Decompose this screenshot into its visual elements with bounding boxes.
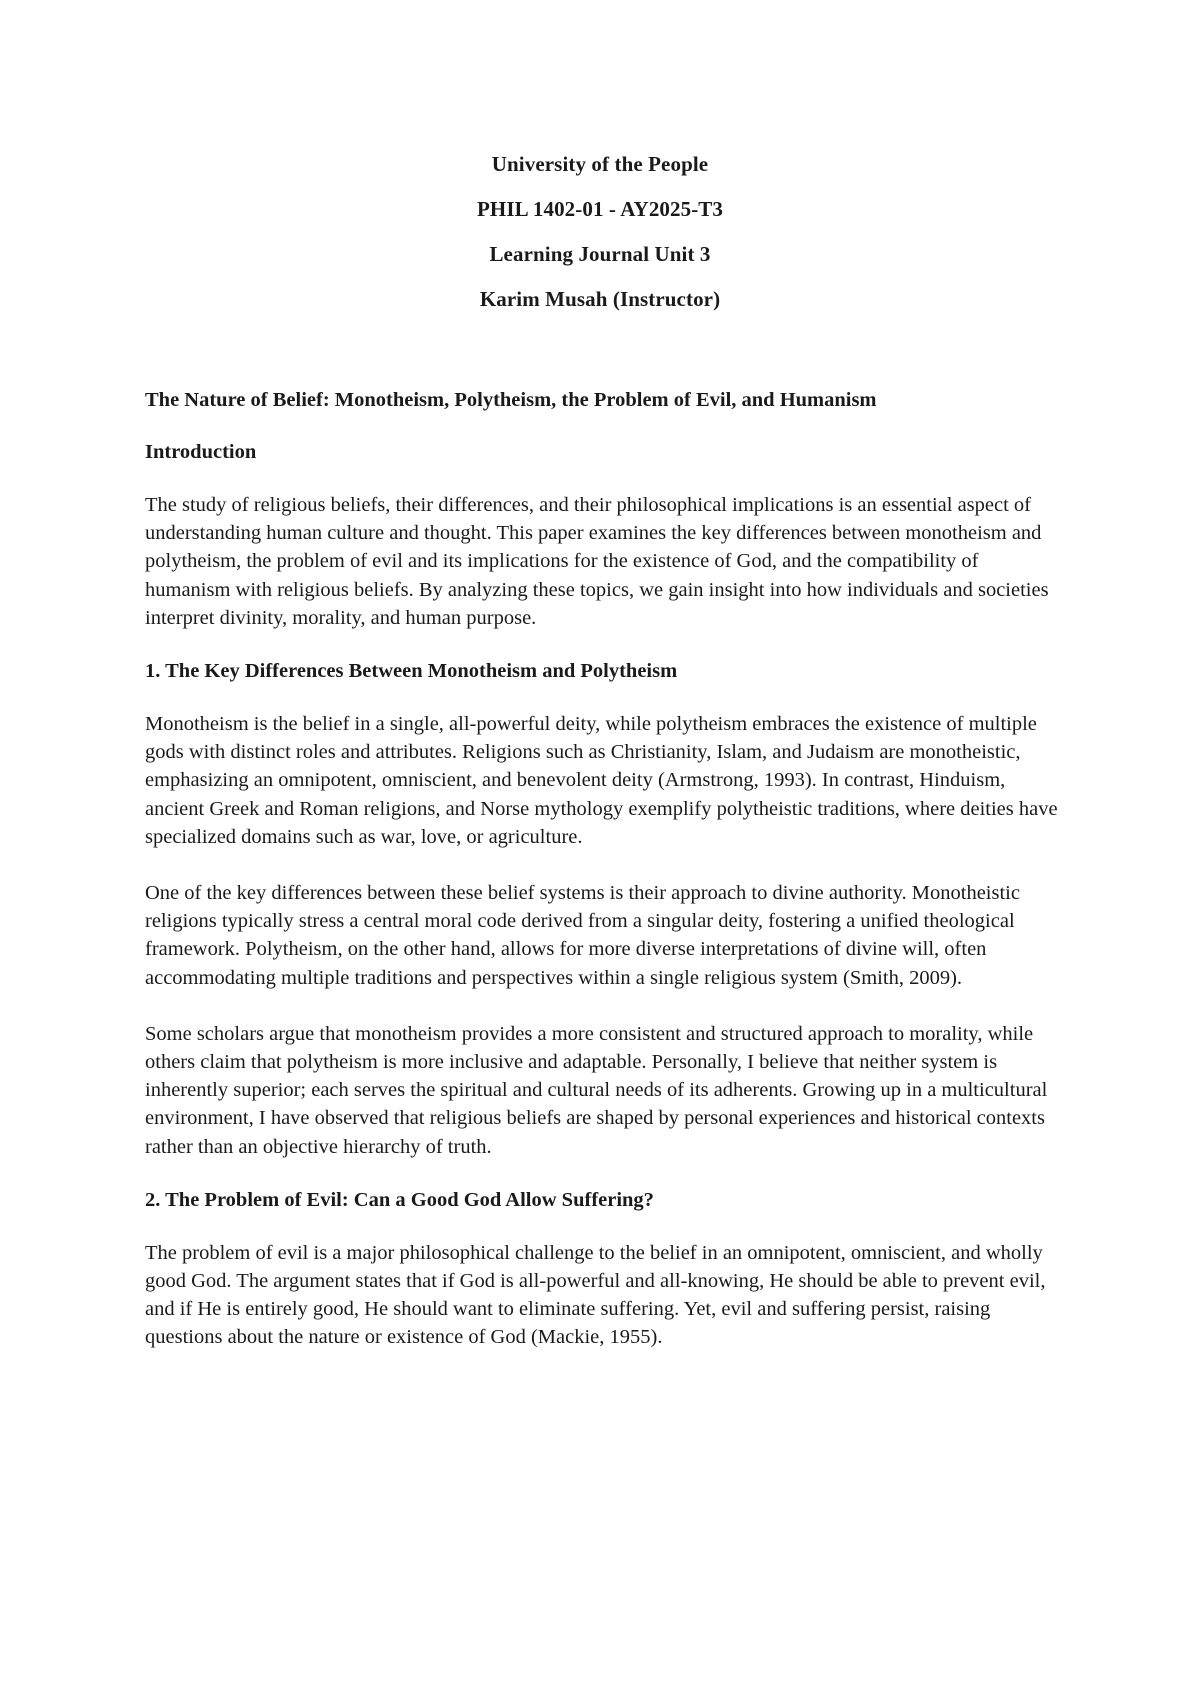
document-body [145,386,1065,1380]
section-heading-introduction: Introduction [145,441,257,463]
paragraph: The study of religious beliefs, their differences, and their philosophical implications is an essential aspect of understanding human culture and thought. This paper examines the key differences between monotheism and polytheism, the problem of evil and its implications for the existence of God, and the compatibility of humanism with religious beliefs. By analyzing these topics, we gain insight into how individuals and societies interpret divinity, morality, and human purpose. [145,494,1049,629]
paragraph: Some scholars argue that monotheism provides a more consistent and structured approach to morality, while others claim that polytheism is more inclusive and adaptable. Personally, I believe that neither system is inherently superior; each serves the spiritual and cultural needs of its adherents. Growing up in a multicultural environment, I have observed that religious beliefs are shaped by personal experiences and historical contexts rather than an objective hierarchy of truth. [145,1022,1048,1158]
paragraph: Monotheism is the belief in a single, all-powerful deity, while polytheism embraces the existence of multiple gods with distinct roles and attributes. Religions such as Christianity, Islam, and Judaism are monotheistic, emphasizing an omnipotent, omniscient, and benevolent deity (Armstrong, 1993). In contrast, Hinduism, ancient Greek and Roman religions, and Norse mythology exemplify polytheistic traditions, where deities have specialized domains such as war, love, or agriculture. [145,713,1058,848]
university-name: University of the People [491,152,709,176]
section-heading-problem-of-evil: 2. The Problem of Evil: Can a Good God Allow Suffering? [145,1188,654,1211]
section-heading-differences: 1. The Key Differences Between Monotheism and Polytheism [145,660,678,683]
paper-title: The Nature of Belief: Monotheism, Polytheism, the Problem of Evil, and Humanism [145,389,877,411]
paragraph: The problem of evil is a major philosophical challenge to the belief in an omnipotent, omniscient, and wholly good God. The argument states that if God is all-powerful and all-knowing, He should be able to prevent evil, and if He is entirely good, He should want to eliminate suffering. Yet, evil and suffering persist, raising questions about the nature or existence of God (Mackie, 1955). [145,1241,1046,1349]
instructor-name: Karim Musah (Instructor) [479,287,721,311]
assignment-name: Learning Journal Unit 3 [489,242,711,266]
title-block [0,142,1200,322]
course-code: PHIL 1402-01 - AY2025-T3 [476,197,724,221]
paragraph: One of the key differences between these belief systems is their approach to divine authority. Monotheistic religions typically stress a central moral code derived from a singular deity, fostering a unified theological framework. Polytheism, on the other hand, allows for more diverse interpretations of divine will, often accommodating multiple traditions and perspectives within a single religious system (Smith, 2009). [145,882,1020,989]
